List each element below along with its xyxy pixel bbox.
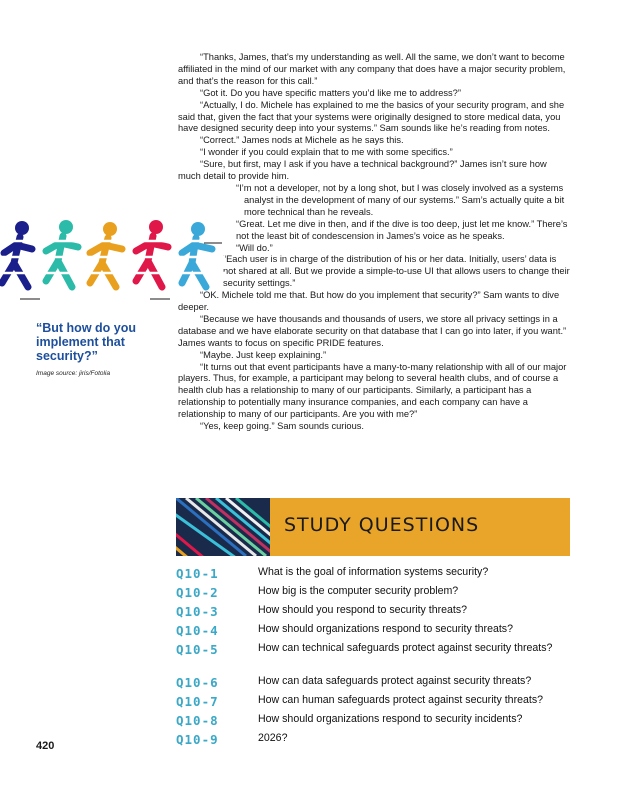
paragraph: “Because we have thousands and thousands of users, we store all privacy settings in a database and we have elaborate security on that database that I can go into later, if you want.” James wants to focus on specific PRIDE features. [178, 313, 567, 348]
paragraph: “Actually, I do. Michele has explained to me the basics of your security program, and she said that, given the fact that your systems were originally designed to store medical data, you have designed security deep into your systems.” Sam sounds like he’s reading from notes. [178, 99, 565, 134]
paragraph: “Each user is in charge of the distribution of his or her data. Initially, users’ data is not shared at all. But we provide a simple-to-use UI that allows users to change their security settings.” [223, 254, 570, 289]
question-number: Q10-6 [176, 675, 219, 690]
paragraph: “I wonder if you could explain that to me with some specifics.” [200, 147, 453, 158]
question-number: Q10-2 [176, 585, 219, 600]
paragraph: “OK. Michele told me that. But how do you implement that security?” Sam wants to dive deeper. [178, 290, 560, 313]
question-row [176, 604, 576, 623]
paragraph: “It turns out that event participants have a many-to-many relationship with all of our major players. Thus, for example, a participant may belong to several health clubs, and of course a health club has a relationship to many of our participants. Similarly, a participant has a relationship to potentially many insurance companies, and each company can have a relationship to many of our participants. Are you with me?” [178, 361, 567, 420]
paragraph: “Will do.” [236, 242, 273, 253]
pull-quote: “But how do you implement that security?” [36, 321, 136, 363]
study-questions-banner [176, 498, 570, 556]
banner-title: STUDY QUESTIONS [284, 514, 480, 536]
question-number: Q10-5 [176, 642, 219, 657]
question-number: Q10-7 [176, 694, 219, 709]
paragraph: “Sure, but first, may I ask if you have a technical background?” James isn’t sure how much detail to provide him. [178, 159, 547, 182]
question-text: What is the goal of information systems security? [258, 566, 489, 578]
paragraph: “Great. Let me dive in then, and if the dive is too deep, just let me know.” There’s not the least bit of condescension in James’s voice as he speaks. [236, 218, 568, 241]
abstract-image [176, 498, 270, 556]
question-row [176, 694, 576, 713]
page-number: 420 [36, 740, 55, 752]
question-row [176, 732, 576, 751]
question-text: How can human safeguards protect against security threats? [258, 694, 544, 706]
running-figures-illustration [0, 215, 225, 305]
question-row [176, 623, 576, 642]
paragraph: “I’m not a developer, not by a long shot, but I was closely involved as a systems analyst in the development of many of our systems.” Sam’s actually quite a bit more technical than he reveals. [236, 182, 565, 217]
question-text: How should organizations respond to security incidents? [258, 713, 523, 725]
question-text: How can data safeguards protect against security threats? [258, 675, 532, 687]
paragraph: “Maybe. Just keep explaining.” [200, 349, 327, 360]
question-number: Q10-4 [176, 623, 219, 638]
question-text: How can technical safeguards protect against security threats? [258, 642, 553, 654]
question-number: Q10-9 [176, 732, 219, 747]
question-number: Q10-8 [176, 713, 219, 728]
paragraph: “Correct.” James nods at Michele as he says this. [200, 135, 404, 146]
runner-figure [2, 220, 212, 287]
question-text: How should you respond to security threats? [258, 604, 468, 616]
paragraph: “Thanks, James, that’s my understanding as well. All the same, we don’t want to become affiliated in the mind of our market with any company that does have a major security problem, and that’s the reason for this call.” [178, 52, 566, 86]
question-row [176, 713, 576, 732]
paragraph: “Got it. Do you have specific matters you’d like me to address?” [200, 87, 461, 98]
question-text: 2026? [258, 732, 288, 744]
paragraph: “Yes, keep going.” Sam sounds curious. [200, 421, 364, 432]
study-questions-list [176, 566, 576, 751]
question-row [176, 566, 576, 585]
question-row [176, 642, 576, 675]
question-number: Q10-3 [176, 604, 219, 619]
image-credit: Image source: jiris/Fotolia [36, 370, 111, 377]
question-row [176, 675, 576, 694]
article-body [178, 52, 570, 433]
question-number: Q10-1 [176, 566, 219, 581]
question-text: How should organizations respond to security threats? [258, 623, 513, 635]
question-row [176, 585, 576, 604]
question-text: How big is the computer security problem? [258, 585, 459, 597]
